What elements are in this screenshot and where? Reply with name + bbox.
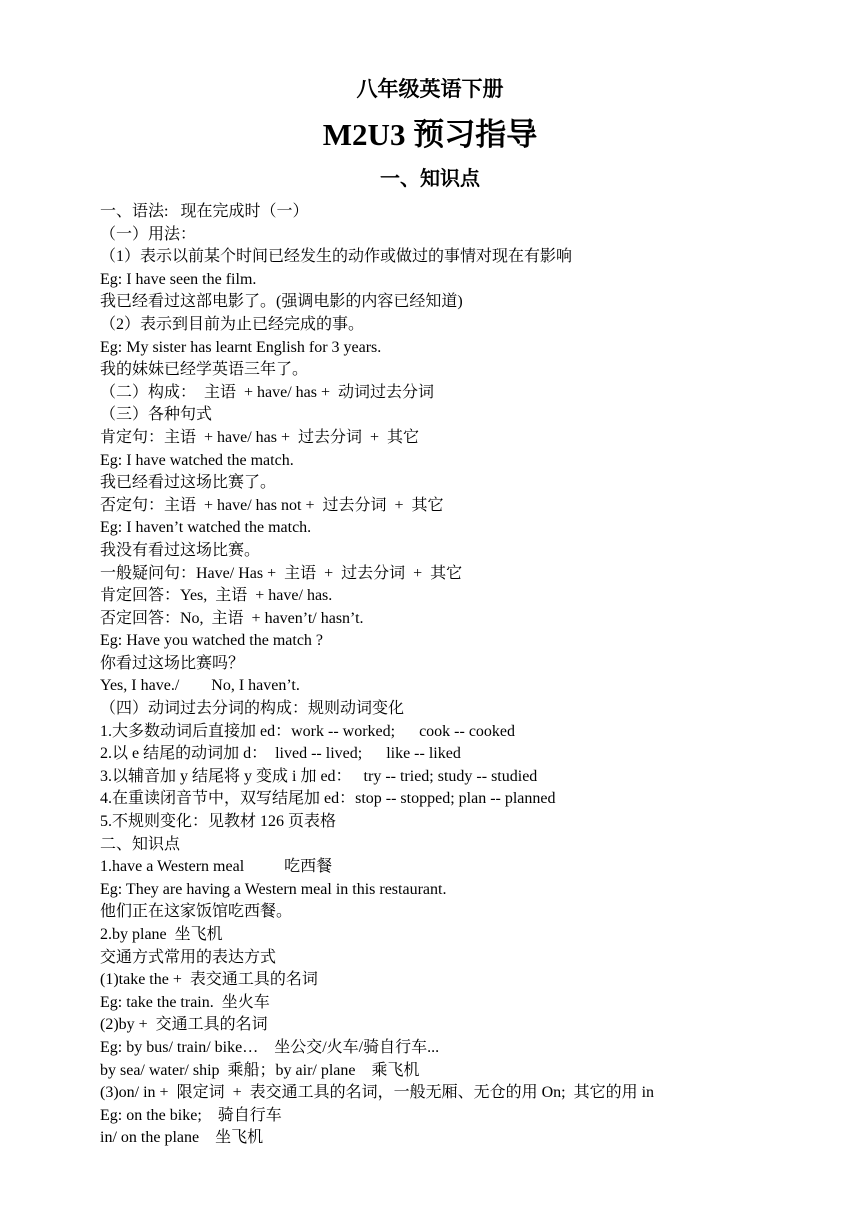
text-line: （四）动词过去分词的构成：规则动词变化 (100, 700, 405, 718)
text-line: (3)on/ in + 限定词 + 表交通工具的名词，一般无厢、无仓的用 On; 其它的用 in (100, 1084, 655, 1102)
text-line: 一、语法: 现在完成时（一） (100, 203, 309, 220)
text-line: Eg: by bus/ train/ bike… 坐公交/火车/骑自行车... (100, 1038, 440, 1056)
text-line: 交通方式常用的表达方式 (100, 948, 277, 966)
text-line: （1）表示以前某个时间已经发生的动作或做过的事情对现在有影响 (100, 248, 573, 266)
text-line: 我已经看过这部电影了。(强调电影的内容已经知道) (100, 293, 463, 311)
text-line: 一般疑问句：Have/ Has + 主语 + 过去分词 + 其它 (100, 564, 463, 582)
text-line: (1)take the + 表交通工具的名词 (100, 971, 318, 989)
text-line: 我没有看过这场比赛。 (100, 541, 261, 559)
text-line: Eg: I have watched the match. (100, 451, 294, 469)
text-line: （二）构成： 主语 + have/ has + 动词过去分词 (100, 383, 435, 401)
text-line: Eg: take the train. 坐火车 (100, 993, 270, 1011)
text-line: 肯定回答：Yes, 主语 + have/ has. (100, 587, 333, 605)
text-line: 你看过这场比赛吗？ (100, 654, 245, 672)
text-line: in/ on the plane 坐飞机 (100, 1129, 264, 1147)
text-line: 我已经看过这场比赛了。 (100, 474, 277, 492)
text-line: 1.大多数动词后直接加 ed：work -- worked; cook -- cooked (100, 722, 516, 740)
text-line: 2.以 e 结尾的动词加 d： lived -- lived; like -- liked (100, 745, 461, 763)
text-line: Eg: My sister has learnt English for 3 years. (100, 338, 382, 356)
document-body (100, 201, 820, 1150)
text-line: Eg: They are having a Western meal in this restaurant. (100, 880, 447, 898)
text-line: 我的妹妹已经学英语三年了。 (100, 361, 309, 379)
text-line: by sea/ water/ ship 乘船；by air/ plane 乘飞机 (100, 1061, 420, 1079)
text-line: （2）表示到目前为止已经完成的事。 (100, 315, 365, 333)
text-line: Yes, I have./ No, I haven’t. (100, 677, 300, 695)
page-title: M2U3 预习指导 (322, 117, 538, 152)
text-line: 二、知识点 (100, 835, 181, 853)
text-line: (2)by + 交通工具的名词 (100, 1016, 268, 1034)
text-line: 他们正在这家饭馆吃西餐。 (100, 903, 293, 921)
text-line: 否定句：主语 + have/ has not + 过去分词 + 其它 (100, 496, 444, 514)
section-title: 一、知识点 (380, 168, 480, 190)
text-line: 2.by plane 坐飞机 (100, 926, 223, 943)
text-line: Eg: I have seen the film. (100, 270, 257, 288)
text-line: （三）各种句式 (100, 406, 213, 424)
text-line: 5.不规则变化：见教材 126 页表格 (100, 813, 337, 831)
grade-title: 八年级英语下册 (356, 77, 504, 101)
text-line: 肯定句：主语 + have/ has + 过去分词 + 其它 (100, 428, 420, 446)
text-line: （一）用法： (100, 225, 197, 243)
text-line: Eg: I haven’t watched the match. (100, 519, 312, 537)
text-line: 3.以辅音加 y 结尾将 y 变成 i 加 ed： try -- tried; study -- studied (100, 767, 538, 785)
text-line: Eg: Have you watched the match ? (100, 632, 324, 650)
text-line: Eg: on the bike; 骑自行车 (100, 1106, 282, 1124)
text-line: 否定回答：No, 主语 + haven’t/ hasn’t. (100, 609, 364, 627)
text-line: 1.have a Western meal 吃西餐 (100, 858, 333, 876)
text-line: 4.在重读闭音节中，双写结尾加 ed：stop -- stopped; plan -- planned (100, 790, 556, 808)
